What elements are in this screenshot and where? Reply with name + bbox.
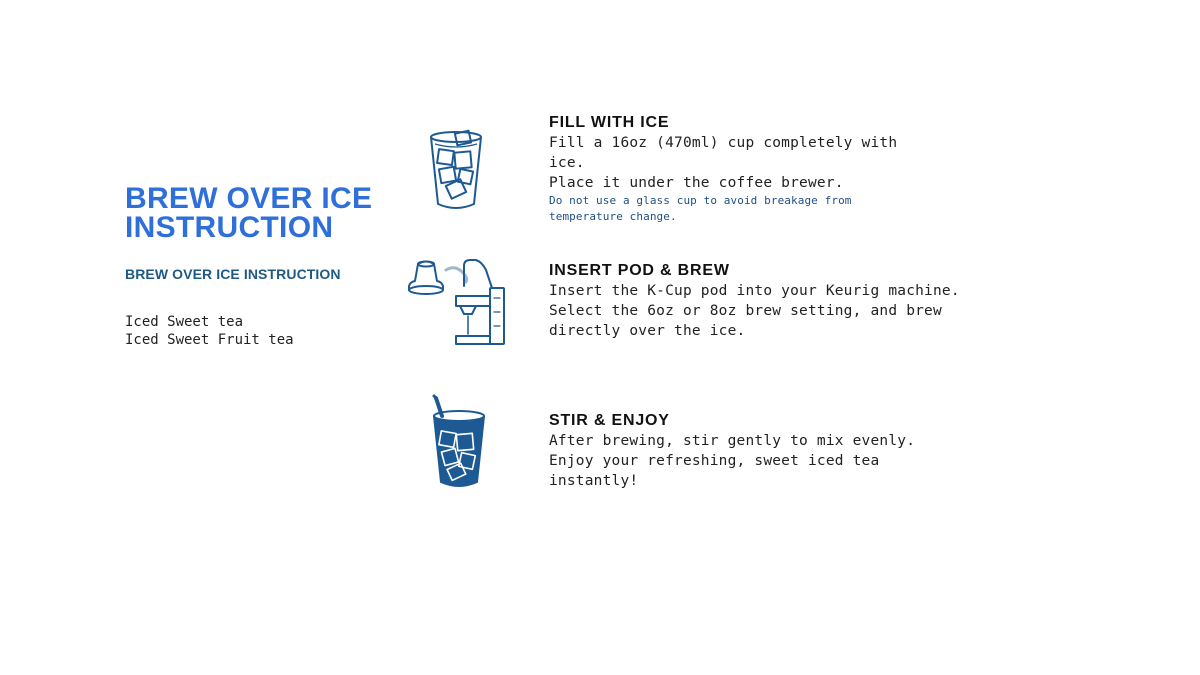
step-line: Place it under the coffee brewer. — [549, 175, 844, 191]
step-line: Select the 6oz or 8oz brew setting, and brew — [549, 303, 942, 319]
page-title-line-2: INSTRUCTION — [125, 211, 334, 244]
pod-and-brewer-icon — [406, 256, 510, 348]
step-title: INSERT POD & BREW — [549, 262, 730, 279]
page-subtitle: BREW OVER ICE INSTRUCTION — [125, 266, 341, 282]
cup-with-ice-icon — [426, 128, 486, 212]
step-line: Enjoy your refreshing, sweet iced tea instantly! — [549, 453, 880, 489]
step-insert-pod-brew — [549, 261, 969, 341]
step-line: ice. — [549, 155, 585, 171]
step-line: directly over the ice. — [549, 323, 746, 339]
variant-list — [125, 313, 425, 349]
step-description — [549, 133, 969, 193]
step-line: Fill a 16oz (470ml) cup completely with — [549, 135, 898, 151]
step-fill-with-ice — [549, 113, 969, 225]
iced-tea-with-straw-icon — [428, 394, 490, 490]
variant-item: Iced Sweet tea — [125, 314, 244, 330]
step-description — [549, 431, 969, 491]
step-line: After brewing, stir gently to mix evenly. — [549, 433, 916, 449]
step-description — [549, 281, 969, 341]
step-line: Insert the K-Cup pod into your Keurig machine. — [549, 283, 960, 299]
step-title: FILL WITH ICE — [549, 114, 670, 131]
step-title: STIR & ENJOY — [549, 412, 670, 429]
intro-panel — [125, 184, 425, 349]
step-stir-enjoy — [549, 411, 969, 491]
note-line: Do not use a glass cup to avoid breakage from — [549, 194, 852, 207]
page-title — [125, 184, 425, 242]
variant-item: Iced Sweet Fruit tea — [125, 332, 294, 348]
step-warning-note — [549, 193, 969, 225]
page-title-line-1: BREW OVER ICE — [125, 182, 373, 215]
note-line: temperature change. — [549, 210, 677, 223]
